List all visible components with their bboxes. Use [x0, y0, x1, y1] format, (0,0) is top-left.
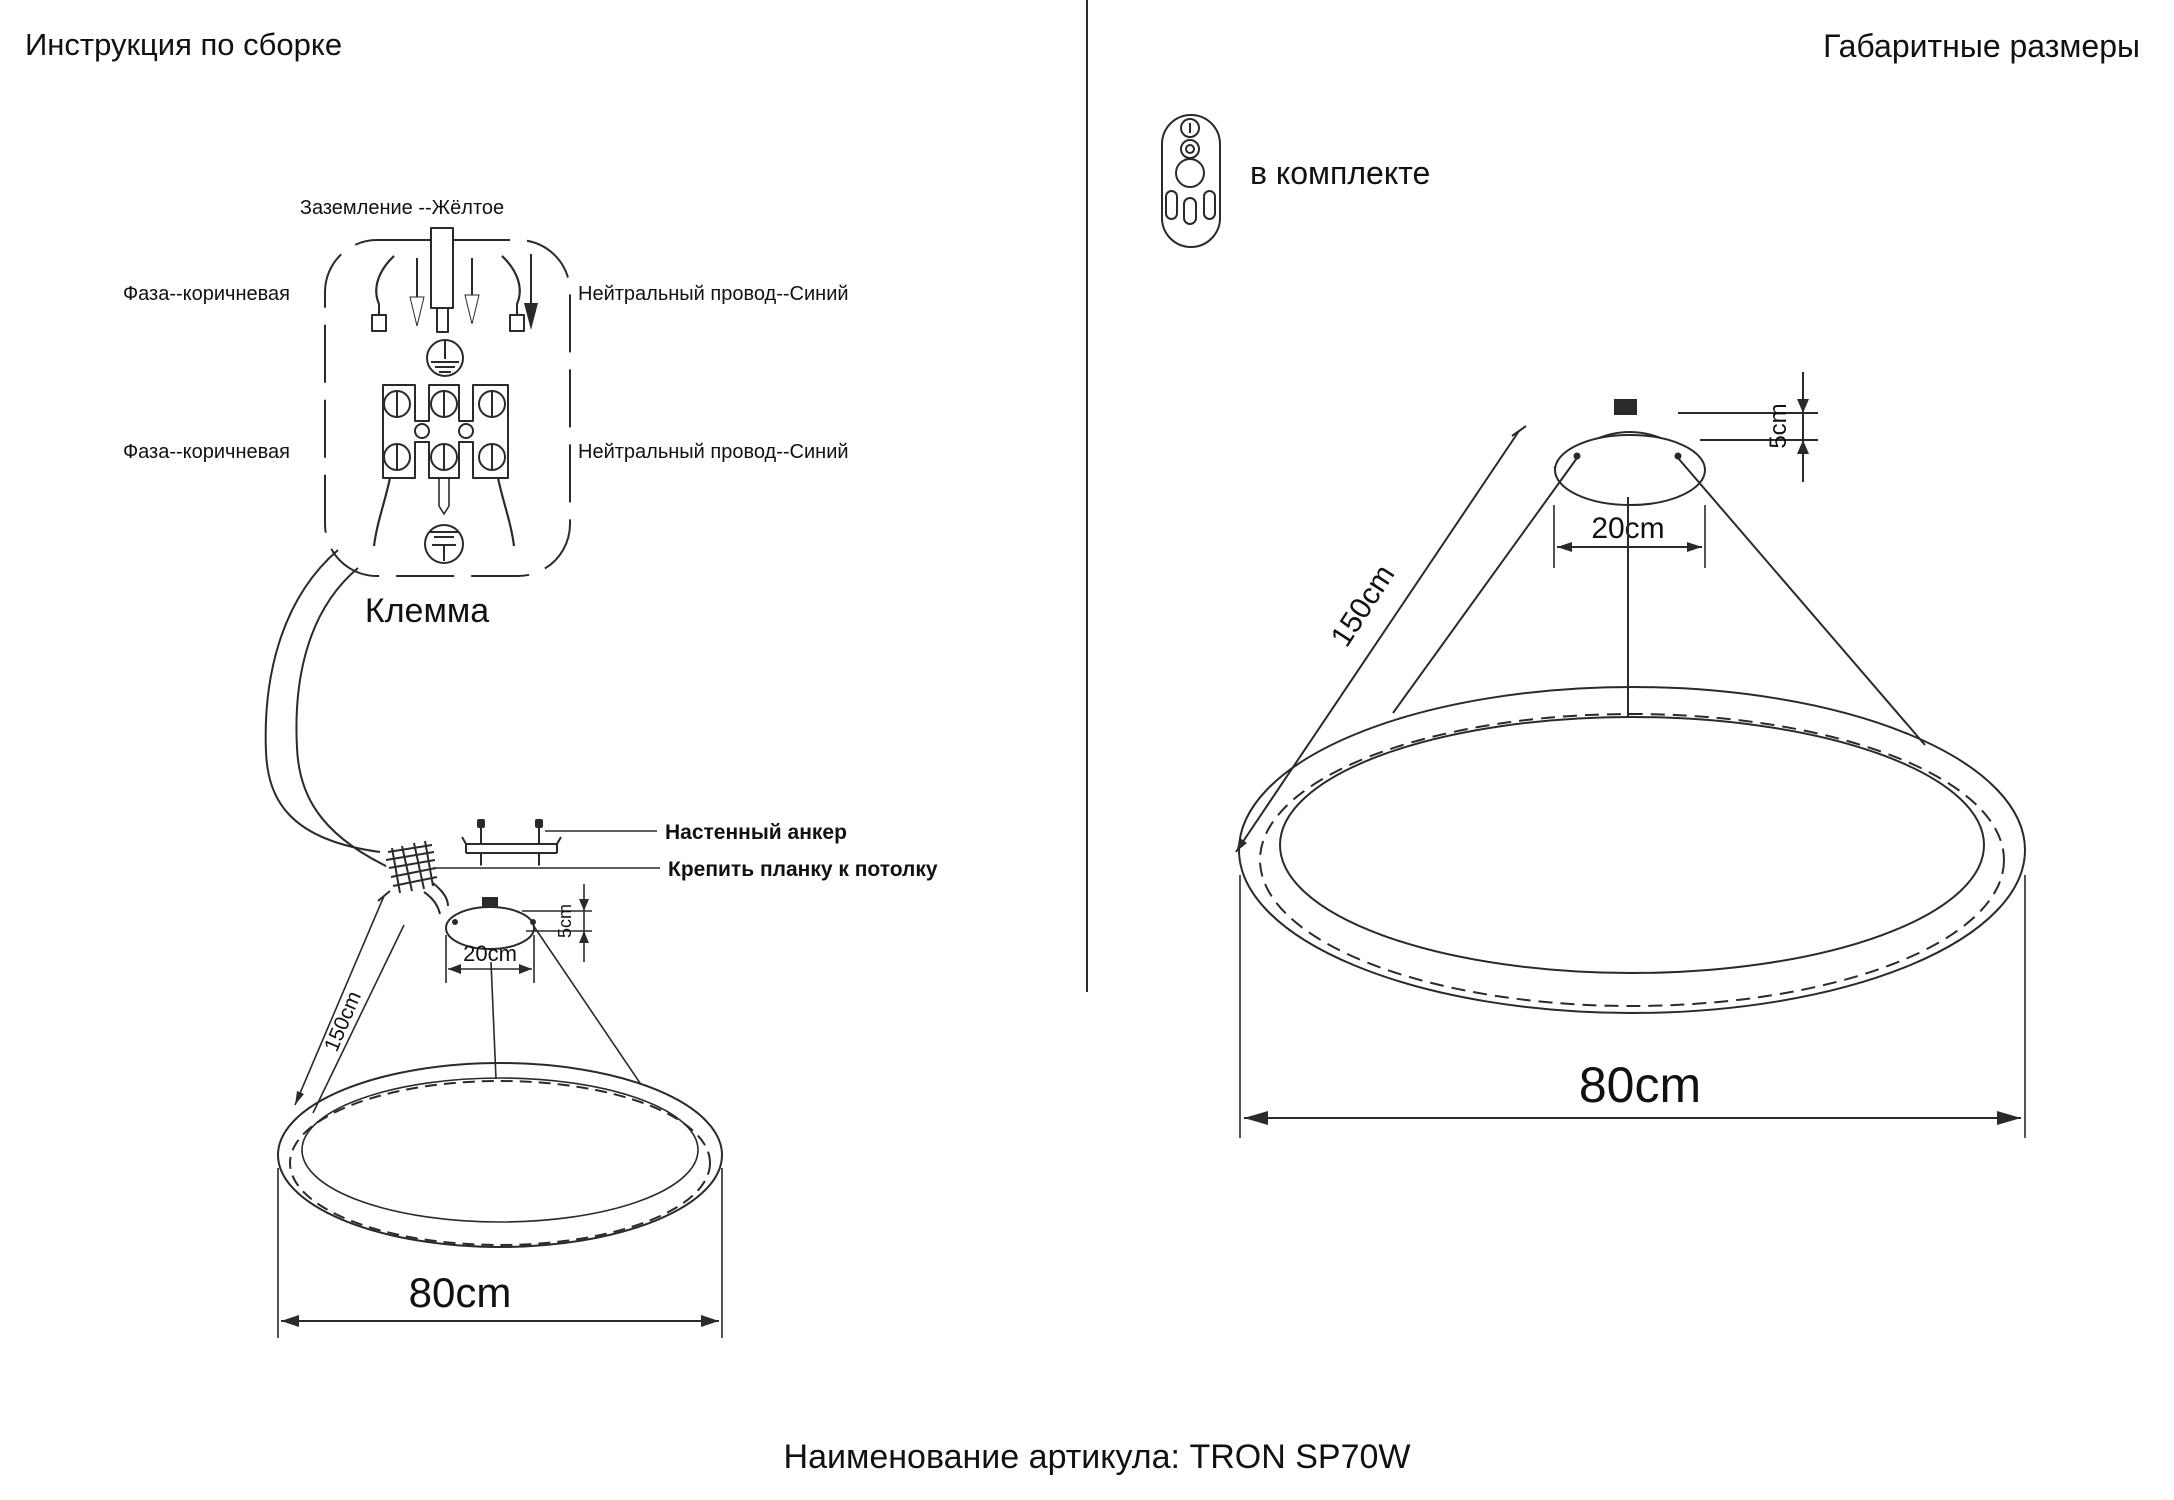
dimensions-drawing	[1162, 115, 2025, 1138]
plate-canopy-link2	[424, 892, 440, 914]
dim-height-left-value: 5cm	[555, 903, 575, 939]
wire-symbols	[372, 228, 538, 332]
dim-canopy-left-value: 20cm	[463, 941, 517, 966]
phase-label-bottom: Фаза--коричневая	[122, 441, 290, 463]
terminal-strip	[383, 385, 508, 478]
ceiling-mount-label: Крепить планку к потолку	[668, 858, 938, 881]
earth-symbol-bottom	[425, 525, 463, 563]
ring-left	[278, 1063, 722, 1247]
supply-cable-outer	[266, 550, 380, 852]
canopy-right	[1554, 399, 1705, 505]
earth-symbol-top	[427, 340, 463, 376]
dim-canopy-right	[1554, 505, 1705, 568]
remote-included-label: в комплекте	[1250, 155, 1431, 191]
article-name: Наименование артикула: TRON SP70W	[783, 1438, 1411, 1476]
ring-right	[1239, 687, 2025, 1013]
wiring-diagram	[123, 197, 938, 1338]
neutral-label-bottom: Нейтральный провод--Синий	[578, 441, 849, 463]
anchor-plate	[383, 837, 438, 897]
neutral-label-top: Нейтральный провод--Синий	[578, 283, 849, 305]
dim-ring-right-value: 80cm	[1578, 1057, 1702, 1113]
ground-wire-label: Заземление --Жёлтое	[299, 197, 505, 219]
wall-anchor-label: Настенный анкер	[665, 821, 847, 844]
dim-cable-left-value: 150cm	[320, 987, 366, 1055]
terminal-label: Клемма	[364, 592, 490, 630]
phase-label-top: Фаза--коричневая	[122, 283, 290, 305]
left-section-title: Инструкция по сборке	[25, 27, 343, 62]
dim-canopy-right-value: 20cm	[1591, 512, 1665, 545]
remote-control-icon	[1162, 115, 1220, 247]
dim-cable-right-value: 150cm	[1324, 559, 1402, 653]
dim-height-right-value: 5cm	[1765, 403, 1792, 449]
dim-ring-left	[278, 1168, 722, 1338]
right-section-title: Габаритные размеры	[1823, 28, 2140, 64]
dim-ring-left-value: 80cm	[408, 1269, 512, 1316]
mounting-bracket	[462, 819, 561, 883]
